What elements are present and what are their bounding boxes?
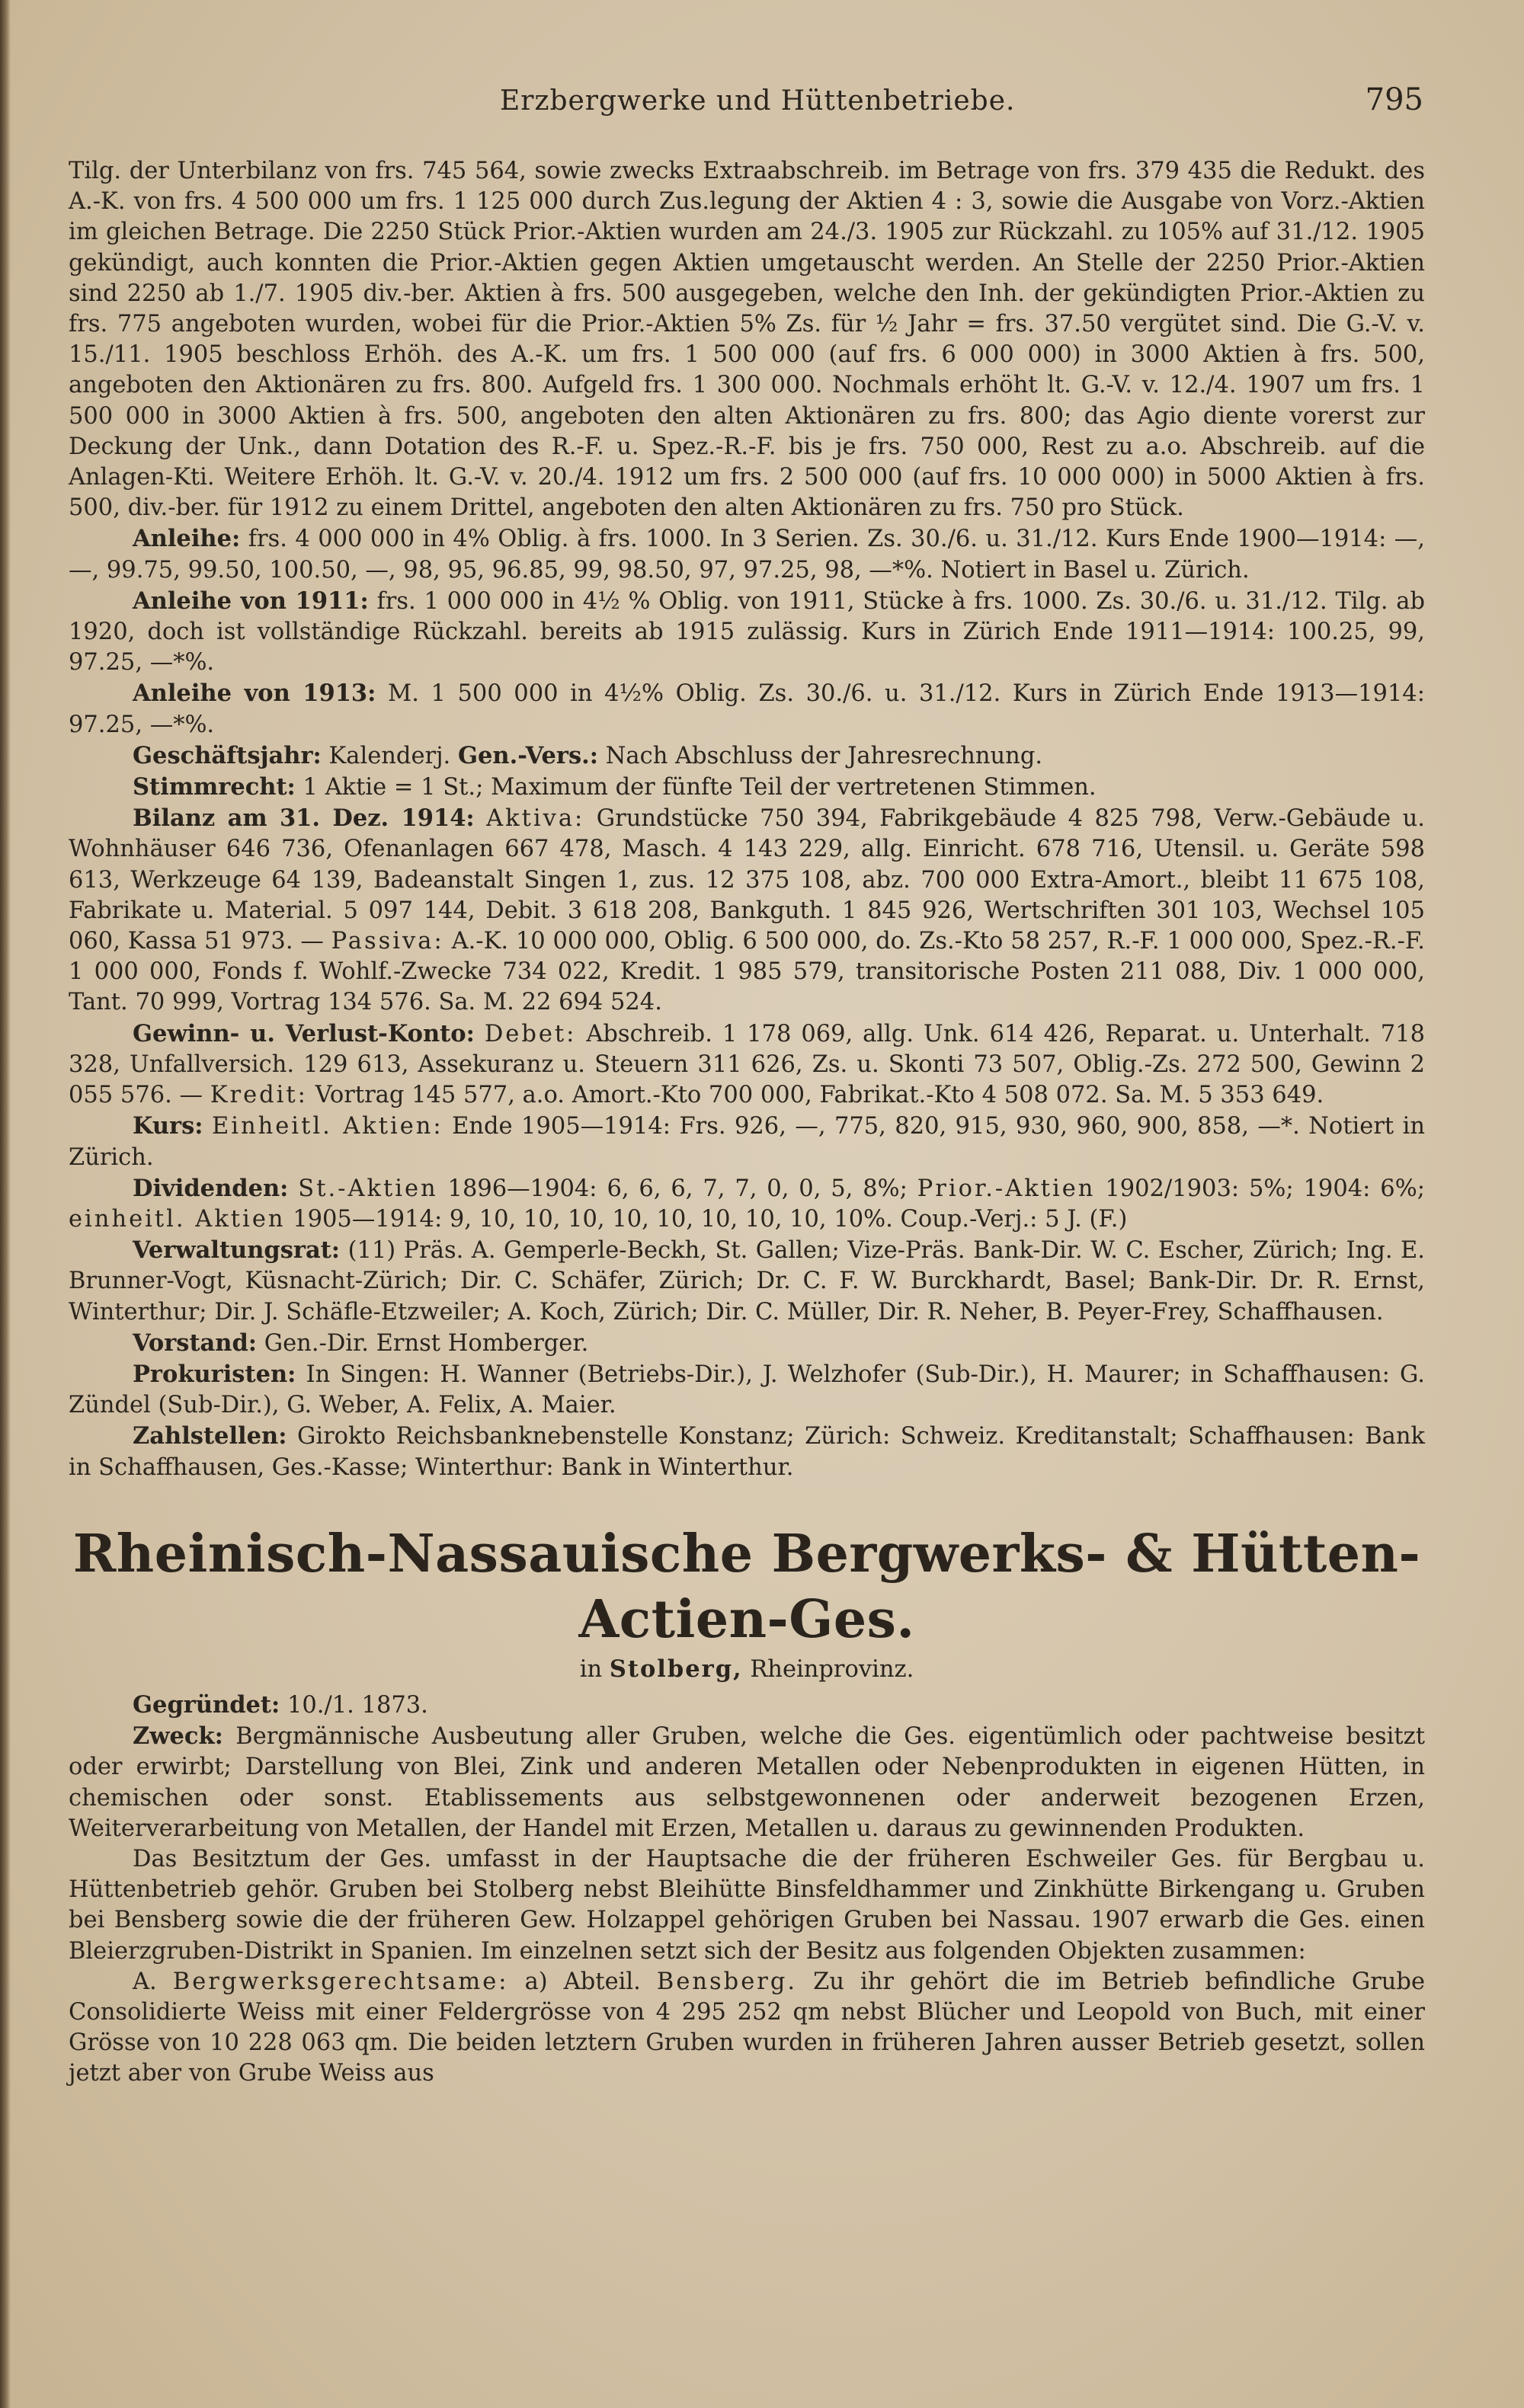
geschaeftsjahr-text: Kalenderj. xyxy=(328,742,451,769)
geschaeftsjahr-label: Geschäftsjahr: xyxy=(133,741,322,769)
kurs-einheitl-label: Einheitl. Aktien: xyxy=(211,1113,443,1140)
vorstand-label: Vorstand: xyxy=(133,1329,258,1357)
div-st-aktien-text: 1896—1904: 6, 6, 6, 7, 7, 0, 0, 5, 8%; xyxy=(447,1175,908,1202)
abteil-prefix: a) Abteil. xyxy=(524,1968,641,1995)
debet-text: Abschreib. 1 178 069, allg. Unk. 614 426, Reparat. u. Unterhalt. 718 328, Unfallversich. 129 613, Assekuranz u. Steuern 311 626, Zs. u. Skonti 73 507, Oblig.-Zs. 272 500, Gewinn 2 055 576. — xyxy=(69,1020,1425,1109)
zahlstellen-paragraph xyxy=(69,1421,1425,1482)
location-region: Rheinprovinz. xyxy=(750,1655,914,1683)
gegruendet-label: Gegründet: xyxy=(133,1690,280,1719)
geschaeftsjahr-paragraph xyxy=(69,740,1425,772)
gen-vers-label: Gen.-Vers.: xyxy=(457,741,599,769)
bensberg-label: Bensberg. xyxy=(656,1968,798,1995)
stimmrecht-text: 1 Aktie = 1 St.; Maximum der fünfte Teil der vertretenen Stimmen. xyxy=(303,774,1097,801)
bergwerksgerechtsame-text: Zu ihr gehört die im Betrieb befindliche Grube Consolidierte Weiss mit einer Feldergrösse von 4 295 252 qm nebst Blücher und Leopold von Buch, mit einer Grösse von 10 228 063 qm. Die beiden letztern Gruben wurden in früheren Jahren ausser Betrieb gesetzt, sollen jetzt aber von Grube Weiss aus xyxy=(69,1968,1425,2087)
besitztum-paragraph: Das Besitztum der Ges. umfasst in der Hauptsache die der früheren Eschweiler Ges. für Bergbau u. Hüttenbetrieb gehör. Gruben bei Stolberg nebst Bleihütte Binsfeldhammer und Zinkhütte Birkengang u. Gruben bei Bensberg sowie die der früheren Gew. Holzappel gehörigen Gruben bei Nassau. 1907 erwarb die Ges. einen Bleierzgruben-Distrikt in Spanien. Im einzelnen setzt sich der Besitz aus folgenden Objekten zusammen: xyxy=(69,1845,1425,1965)
kurs-paragraph xyxy=(69,1111,1425,1172)
passiva-label: Passiva: xyxy=(331,928,444,955)
guv-label: Gewinn- u. Verlust-Konto: xyxy=(133,1019,475,1047)
bilanz-paragraph xyxy=(69,803,1425,1018)
zweck-text: Bergmännische Ausbeutung aller Gruben, welche die Ges. eigentümlich oder pachtweise besitzt oder erwirbt; Darstellung von Blei, Zink und anderen Metallen oder Nebenprodukten in eigenen Hütten, in chemischen oder sonst. Etablissements aus selbstgewonnenen oder anderweit bezogenen Erzen, Weiterverarbeitung von Metallen, der Handel mit Erzen, Metallen u. daraus zu gewinnenden Produkten. xyxy=(69,1723,1425,1842)
stimmrecht-paragraph xyxy=(69,772,1425,803)
kredit-label: Kredit: xyxy=(210,1082,308,1109)
zweck-paragraph xyxy=(69,1721,1425,1844)
dividenden-label: Dividenden: xyxy=(133,1174,289,1202)
anleihe-1913-text: M. 1 500 000 in 4½% Oblig. Zs. 30./6. u. 31./12. Kurs in Zürich Ende 1913—1914: 97.25, —*%. xyxy=(69,680,1425,738)
gen-vers-text: Nach Abschluss der Jahresrechnung. xyxy=(605,742,1043,769)
prokuristen-paragraph xyxy=(69,1359,1425,1421)
zahlstellen-text: Girokto Reichsbanknebenstelle Konstanz; Zürich: Schweiz. Kreditanstalt; Schaffhausen: Bank in Schaffhausen, Ges.-Kasse; Winterthur: Bank in Winterthur. xyxy=(69,1423,1425,1481)
location-prefix: in xyxy=(579,1655,603,1683)
company-title: Rheinisch-Nassauische Bergwerks- & Hütten-Actien-Ges. xyxy=(72,1523,1421,1650)
anleihe-1911-paragraph xyxy=(69,586,1425,679)
running-title: Erzbergwerke und Hüttenbetriebe. xyxy=(500,85,1016,117)
anleihe-1913-paragraph xyxy=(69,678,1425,740)
passiva-text: A.-K. 10 000 000, Oblig. 6 500 000, do. Zs.-Kto 58 257, R.-F. 1 000 000, Spez.-R.-F. 1 000 000, Fonds f. Wohlf.-Zwecke 734 022, Kredit. 1 985 579, transitorische Posten 211 088, Div. 1 000 000, Tant. 70 999, Vortrag 134 576. Sa. M. 22 694 524. xyxy=(69,928,1425,1016)
anleihe-1911-text: frs. 1 000 000 in 4½ % Oblig. von 1911, Stücke à frs. 1000. Zs. 30./6. u. 31./12. Tilg. ab 1920, doch ist vollständige Rückzahl. bereits ab 1915 zulässig. Kurs in Zürich Ende 1911—1914: 100.25, 99, 97.25, —*%. xyxy=(69,587,1426,676)
company-location xyxy=(69,1654,1425,1685)
div-einheitl-label: einheitl. Aktien xyxy=(69,1205,286,1233)
prokuristen-text: In Singen: H. Wanner (Betriebs-Dir.), J. Welzhofer (Sub-Dir.), H. Maurer; in Schaffhausen: G. Zündel (Sub-Dir.), G. Weber, A. Felix, A. Maier. xyxy=(69,1361,1425,1419)
div-einheitl-text: 1905—1914: 9, 10, 10, 10, 10, 10, 10, 10, 10, 10%. Coup.-Verj.: 5 J. (F.) xyxy=(293,1205,1128,1233)
kredit-text: Vortrag 145 577, a.o. Amort.-Kto 700 000, Fabrikat.-Kto 4 508 072. Sa. M. 5 353 649. xyxy=(315,1082,1324,1109)
location-town: Stolberg, xyxy=(609,1655,743,1683)
capital-history-paragraph: Tilg. der Unterbilanz von frs. 745 564, sowie zwecks Extraabschreib. im Betrage von frs. 379 435 die Redukt. des A.-K. von frs. 4 500 000 um frs. 1 125 000 durch Zus.legung der Aktien 4 : 3, sowie die Ausgabe von Vorz.-Aktien im gleichen Betrage. Die 2250 Stück Prior.-Aktien wurden am 24./3. 1905 zur Rückzahl. zu 105% auf 31./12. 1905 gekündigt, auch konnten die Prior.-Aktien gegen Aktien umgetauscht werden. An Stelle der 2250 Prior.-Aktien sind 2250 ab 1./7. 1905 div.-ber. Aktien à frs. 500 ausgegeben, welche den Inh. der gekündigten Prior.-Aktien zu frs. 775 angeboten wurden, wobei für die Prior.-Aktien 5% Zs. für ½ Jahr = frs. 37.50 vergütet sind. Die G.-V. v. 15./11. 1905 beschloss Erhöh. des A.-K. um frs. 1 500 000 (auf frs. 6 000 000) in 3000 Aktien à frs. 500, angeboten den Aktionären zu frs. 800. Aufgeld frs. 1 300 000. Nochmals erhöht lt. G.-V. v. 12./4. 1907 um frs. 1 500 000 in 3000 Aktien à frs. 500, angeboten den alten Aktionären zu frs. 800; das Agio diente vorerst zur Deckung der Unk., dann Dotation des R.-F. u. Spez.-R.-F. bis je frs. 750 000, Rest zu a.o. Abschreib. auf die Anlagen-Kti. Weitere Erhöh. lt. G.-V. v. 20./4. 1912 um frs. 2 500 000 (auf frs. 10 000 000) in 5000 Aktien à frs. 500, div.-ber. für 1912 zu einem Drittel, angeboten den alten Aktionären zu frs. 750 pro Stück. xyxy=(69,158,1425,522)
gegruendet-text: 10./1. 1873. xyxy=(287,1691,428,1719)
zweck-label: Zweck: xyxy=(133,1722,223,1751)
anleihe-paragraph xyxy=(69,523,1425,585)
dividenden-paragraph xyxy=(69,1173,1425,1235)
page-number: 795 xyxy=(1365,82,1423,117)
debet-label: Debet: xyxy=(484,1020,577,1047)
anleihe-1911-label: Anleihe von 1911: xyxy=(133,587,369,615)
kurs-label: Kurs: xyxy=(133,1112,203,1140)
anleihe-1913-label: Anleihe von 1913: xyxy=(133,680,376,708)
anleihe-text: frs. 4 000 000 in 4% Oblig. à frs. 1000. In 3 Serien. Zs. 30./6. u. 31./12. Kurs Ende 1900—1914: —, —, 99.75, 99.50, 100.50, —, 98, 95, 96.85, 99, 98.50, 97, 97.25, 98, —*%. Notiert in Basel u. Zürich. xyxy=(69,526,1425,584)
verwaltungsrat-paragraph xyxy=(69,1235,1425,1328)
section-a-prefix: A. xyxy=(133,1968,157,1995)
aktiva-label: Aktiva: xyxy=(486,805,585,833)
stimmrecht-label: Stimmrecht: xyxy=(133,773,296,801)
page-body xyxy=(69,156,1425,2090)
guv-paragraph xyxy=(69,1019,1425,1111)
bilanz-label: Bilanz am 31. Dez. 1914: xyxy=(133,804,475,833)
aktiva-text: Grundstücke 750 394, Fabrikgebäude 4 825 798, Verw.-Gebäude u. Wohnhäuser 646 736, Ofenanlagen 667 478, Masch. 4 143 229, allg. Einricht. 678 716, Utensil. u. Geräte 598 613, Werkzeuge 64 139, Badeanstalt Singen 1, zus. 12 375 108, abz. 700 000 Extra-Amort., bleibt 11 675 108, Fabrikate u. Material. 5 097 144, Debit. 3 618 208, Bankguth. 1 845 926, Wertschriften 301 103, Wechsel 105 060, Kassa 51 973. — xyxy=(69,805,1425,955)
vorstand-paragraph xyxy=(69,1328,1425,1359)
verwaltungsrat-label: Verwaltungsrat: xyxy=(133,1236,341,1265)
div-st-aktien-label: St.-Aktien xyxy=(298,1175,438,1202)
div-prior-aktien-text: 1902/1903: 5%; 1904: 6%; xyxy=(1105,1175,1425,1202)
div-prior-aktien-label: Prior.-Aktien xyxy=(917,1175,1096,1202)
gegruendet-paragraph xyxy=(69,1690,1425,1721)
verwaltungsrat-text: (11) Präs. A. Gemperle-Beckh, St. Gallen; Vize-Präs. Bank-Dir. W. C. Escher, Zürich; Ing. E. Brunner-Vogt, Küsnacht-Zürich; Dir. C. Schäfer, Zürich; Dr. C. F. W. Burckhardt, Basel; Bank-Dir. Dr. R. Ernst, Winterthur; Dir. J. Schäfle-Etzweiler; A. Koch, Zürich; Dir. C. Müller, Dir. R. Neher, B. Peyer-Frey, Schaffhausen. xyxy=(69,1237,1425,1326)
vorstand-text: Gen.-Dir. Ernst Homberger. xyxy=(264,1329,589,1357)
anleihe-label: Anleihe: xyxy=(133,525,241,553)
prokuristen-label: Prokuristen: xyxy=(133,1360,296,1388)
page-header xyxy=(73,82,1423,128)
bergwerksgerechtsame-paragraph xyxy=(69,1967,1425,2090)
bergwerksgerechtsame-label: Bergwerksgerechtsame: xyxy=(172,1968,509,1995)
zahlstellen-label: Zahlstellen: xyxy=(133,1422,287,1450)
kurs-text: Ende 1905—1914: Frs. 926, —, 775, 820, 915, 930, 960, 900, 858, —*. Notiert in Zürich. xyxy=(69,1113,1425,1171)
page-edge-shadow xyxy=(0,0,11,2408)
